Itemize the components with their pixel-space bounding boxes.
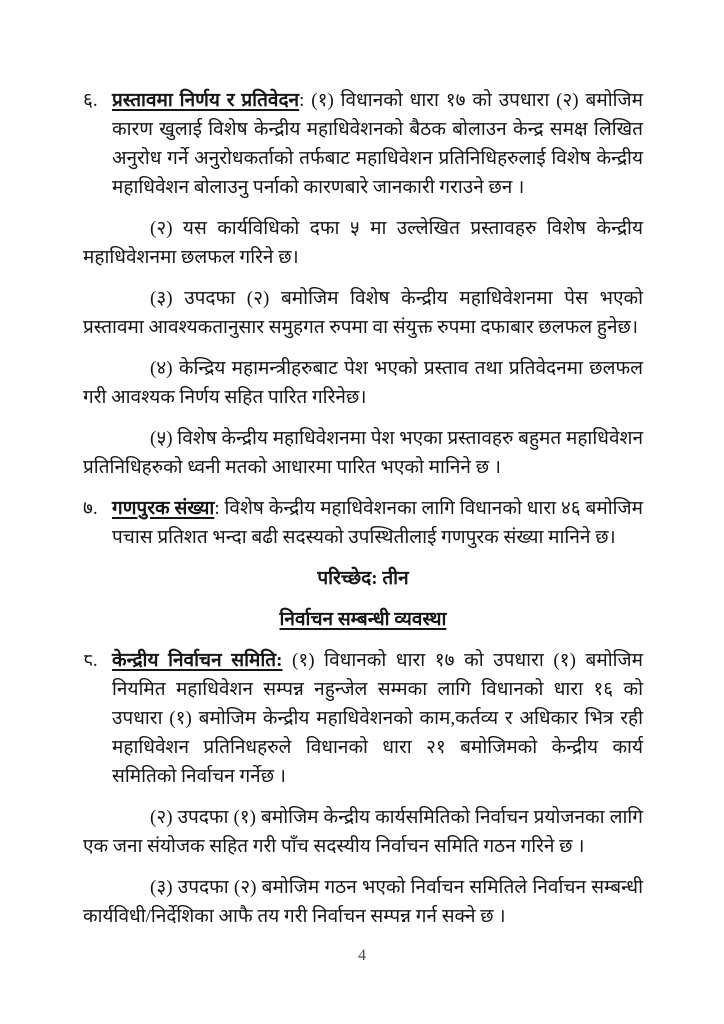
section-8-lead-text: (१) विधानको धारा १७ को उपधारा (१) बमोजिम नियमित महाधिवेशन सम्पन्न नहुन्जेल सम्मका लागि विधानको धारा १६ को उपधारा (१) बमोजिम केन्द्रीय महाधिवेशनको काम,कर्तव्य र अधिकार भित्र रही महाधिवेशन प्रतिनिधहरुले विधानको धारा २१ बमोजिमको केन्द्रीय कार्य समितिको निर्वाचन गर्नेछ । [112, 650, 643, 787]
section-7-separator: : [214, 498, 225, 519]
section-7-heading: गणपुरक संख्या [112, 498, 215, 519]
clause-6-3: (३) उपदफा (२) बमोजिम विशेष केन्द्रीय महाधिवेशनमा पेस भएको प्रस्तावमा आवश्यकतानुसार समुहगत रुपमा वा संयुक्त रुपमा दफाबार छलफल हुनेछ। [83, 288, 643, 338]
section-7-lead-text: विशेष केन्द्रीय महाधिवेशनका लागि विधानको धारा ४६ बमोजिम पचास प्रतिशत भन्दा बढी सदस्यको उपस्थितीलाई गणपुरक संख्या मानिने छ। [112, 498, 643, 548]
page-number: 4 [358, 947, 366, 964]
section-7-number: ७. [83, 498, 98, 519]
section-6-number: ६. [83, 90, 98, 111]
chapter-subtitle [83, 605, 643, 634]
section-6-heading: प्रस्तावमा निर्णय र प्रतिवेदन [112, 90, 300, 111]
clause-8-2: (२) उपदफा (१) बमोजिम केन्द्रीय कार्यसमितिको निर्वाचन प्रयोजनका लागि एक जना संयोजक सहित गरी पाँच सदस्यीय निर्वाचन समिति गठन गरिने छ । [83, 807, 643, 857]
page-content [83, 86, 643, 943]
section-8 [83, 646, 643, 791]
section-6 [83, 86, 643, 202]
section-7 [83, 494, 643, 552]
section-8-heading: केन्द्रीय निर्वाचन समिति: [112, 650, 283, 671]
section-8-separator [282, 650, 292, 671]
chapter-title: परिच्छेद: तीन [317, 568, 409, 589]
clause-6-4: (४) केन्द्रिय महामन्त्रीहरुबाट पेश भएको प्रस्ताव तथा प्रतिवेदनमा छलफल गरी आवश्यक निर्णय सहित पारित गरिनेछ। [83, 358, 643, 408]
section-6-lead-text: (१) विधानको धारा १७ को उपधारा (२) बमोजिम कारण खुलाई विशेष केन्द्रीय महाधिवेशनको बैठक बोलाउन केन्द्र समक्ष लिखित अनुरोध गर्ने अनुरोधकर्ताको तर्फबाट महाधिवेशन प्रतिनिधिहरुलाई विशेष केन्द्रीय महाधिवेशन बोलाउनु पर्नाको कारणबारे जानकारी गराउने छन । [112, 90, 644, 198]
chapter-subtitle-text: निर्वाचन सम्बन्धी व्यवस्था [279, 609, 447, 630]
clause-6-5: (५) विशेष केन्द्रीय महाधिवेशनमा पेश भएका प्रस्तावहरु बहुमत महाधिवेशन प्रतिनिधिहरुको ध्वनी मतको आधारमा पारित भएको मानिने छ । [83, 428, 643, 478]
section-8-number: ८. [83, 650, 98, 671]
clause-8-3: (३) उपदफा (२) बमोजिम गठन भएको निर्वाचन समितिले निर्वाचन सम्बन्धी कार्यविधी/निर्देशिका आफै तय गरी निर्वाचन सम्पन्न गर्न सक्ने छ । [83, 877, 643, 927]
clause-6-2: (२) यस कार्यविधिको दफा ५ मा उल्लेखित प्रस्तावहरु विशेष केन्द्रीय महाधिवेशनमा छलफल गरिने छ। [83, 218, 643, 268]
section-6-separator: : [299, 90, 312, 111]
